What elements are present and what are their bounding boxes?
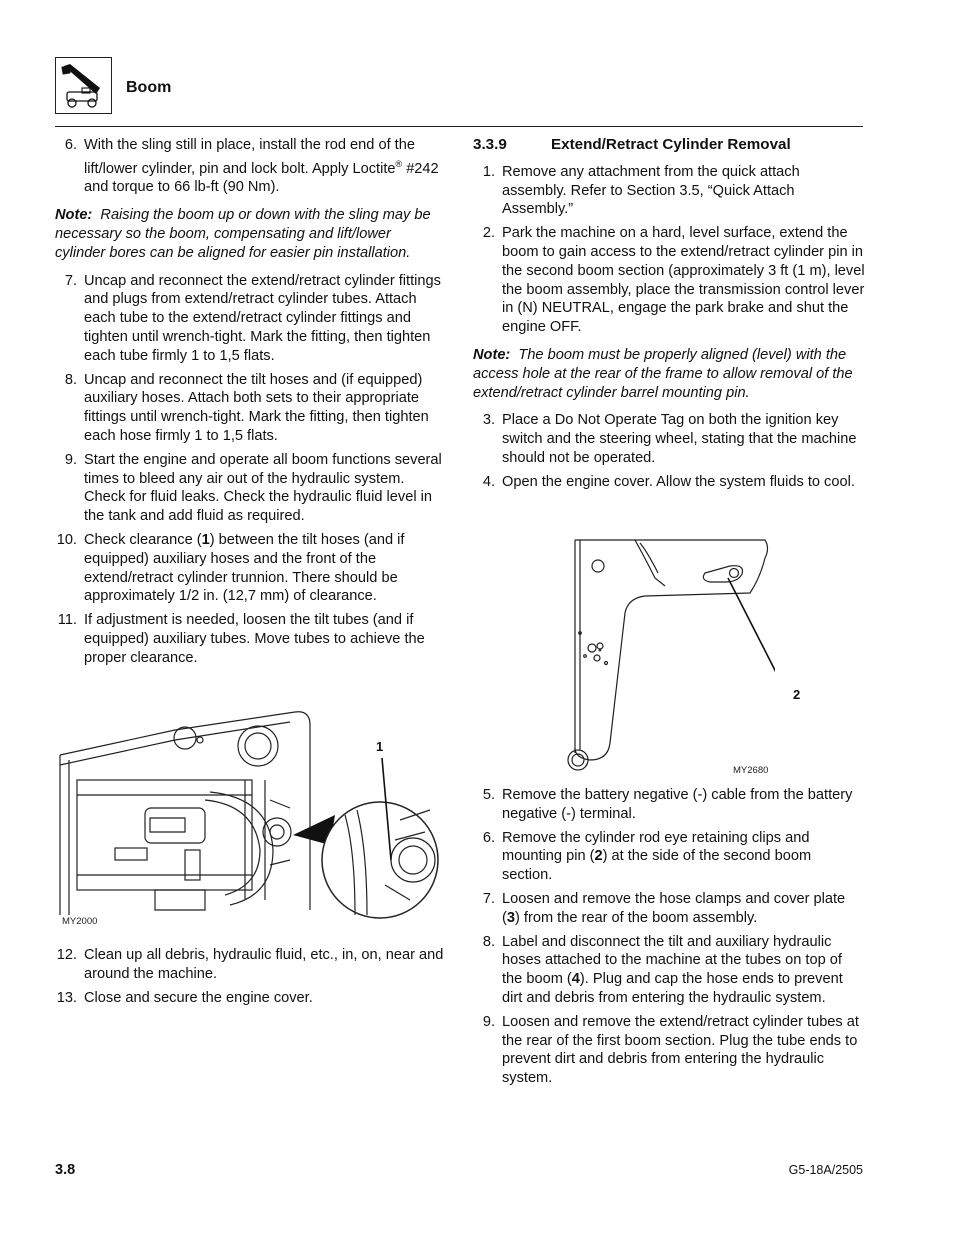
step-10 [55, 531, 445, 606]
step-text: Open the engine cover. Allow the system fluids to cool. [502, 473, 855, 490]
step-text: Remove any attachment from the quick attach assembly. Refer to Section 3.5, “Quick Attach Assembly.” [502, 163, 800, 218]
step-12 [55, 946, 445, 984]
step-number: 9. [64, 451, 77, 468]
step-text: Park the machine on a hard, level surface, extend the boom to gain access to the extend/retract cylinder pin in the second boom section (approximately 3 ft (1 m), level the boom assembly, place the transmission control lever in (N) NEUTRAL, engage the park brake and shut the engine OFF. [502, 225, 865, 336]
step-text-cont: #242 and torque to 66 lb-ft (90 Nm). [84, 160, 439, 196]
right-column [473, 136, 865, 497]
step-6 [473, 829, 865, 885]
step-8 [473, 933, 865, 1008]
header-divider [55, 126, 863, 127]
step-9 [473, 1013, 865, 1088]
step-number: 3. [482, 412, 495, 429]
step-number: 10. [56, 532, 77, 548]
section-number: 3.3.9 [473, 136, 507, 153]
step-text: Uncap and reconnect the extend/retract cylinder fittings and plugs from extend/retract cylinder tubes. Attach each tube to the extend/retract cylinder fittings and tighten until wrench-tight. Mark the fitting, then tighten each tube firmly 1 to 1,5 flats. [84, 272, 441, 364]
step-3 [473, 411, 865, 467]
left-column [55, 136, 445, 673]
registered-mark: ® [395, 158, 403, 169]
step-7 [473, 890, 865, 928]
step-4 [473, 473, 865, 492]
step-text-cont: ) at the side of the second boom section. [502, 848, 812, 884]
step-number: 2. [482, 225, 495, 242]
step-number: 4. [482, 473, 495, 490]
step-text-cont: ) between the tilt hoses (and if equipped) auxiliary hoses and the front of the extend/retract cylinder trunnion. There should be approximately 1/2 in. (12,7 mm) of clearance. [84, 532, 405, 605]
step-text: Start the engine and operate all boom functions several times to bleed any air out of the hydraulic system. Check for fluid leaks. Check the hydraulic fluid level in the tank and add fluid as required. [84, 451, 442, 525]
document-code: G5-18A/2505 [788, 1163, 863, 1177]
step-text: If adjustment is needed, loosen the tilt tubes (and if equipped) auxiliary tubes. Move tubes to achieve the proper clearance. [84, 612, 425, 666]
callout-ref: 1 [201, 532, 210, 548]
step-number: 6. [482, 829, 495, 846]
step-number: 11. [57, 612, 77, 629]
step-number: 13. [56, 989, 77, 1006]
page-number: 3.8 [55, 1162, 76, 1178]
note-boom-alignment [473, 346, 865, 402]
step-9 [55, 451, 445, 526]
section-title: Extend/Retract Cylinder Removal [551, 136, 791, 153]
step-number: 7. [482, 890, 495, 907]
step-8 [55, 371, 445, 446]
boom-side-illustration [560, 538, 775, 773]
step-number: 7. [64, 272, 77, 289]
figure-boom-mounting-pin [560, 538, 801, 776]
boom-trunnion-illustration [55, 700, 445, 932]
step-text: Label and disconnect the tilt and auxiliary hydraulic hoses attached to the machine at the tubes on top of the boom ( [502, 933, 842, 988]
step-number: 8. [482, 933, 495, 950]
figure-code-my2000: MY2000 [62, 916, 98, 927]
step-2 [473, 224, 865, 337]
figure-tilt-hose-clearance [55, 700, 445, 932]
boom-section-icon [55, 57, 112, 114]
step-text-cont: ) from the rear of the boom assembly. [515, 909, 758, 926]
step-text: With the sling still in place, install the rod end of the lift/lower cylinder, pin and lock bolt. Apply Loctite [84, 137, 415, 177]
callout-leader-line [728, 578, 775, 688]
step-text: Loosen and remove the extend/retract cylinder tubes at the rear of the first boom section. Plug the tube ends to prevent dirt and debris from entering the hydraulic system. [502, 1013, 859, 1087]
callout-ref: 2 [594, 848, 603, 865]
right-column-lower [473, 786, 865, 1093]
step-number: 12. [56, 947, 77, 963]
callout-2: 2 [793, 687, 801, 702]
step-text: Remove the cylinder rod eye retaining clips and mounting pin ( [502, 829, 810, 865]
step-5 [473, 786, 865, 824]
detail-magnifier-circle [322, 802, 438, 918]
note-text: Raising the boom up or down with the sling may be necessary so the boom, compensating and lift/lower cylinder bores can be aligned for easier pin installation. [55, 207, 431, 261]
step-11 [55, 611, 445, 667]
step-13 [55, 989, 445, 1008]
note-text: The boom must be properly aligned (level) with the access hole at the rear of the frame to allow removal of the extend/retract cylinder barrel mounting pin. [473, 346, 853, 401]
step-text: Place a Do Not Operate Tag on both the ignition key switch and the steering wheel, stating that the machine should not be operated. [502, 412, 857, 466]
step-text: Check clearance ( [84, 532, 202, 548]
left-column-lower [55, 946, 445, 1012]
step-text: Clean up all debris, hydraulic fluid, etc., in, on, near and around the machine. [84, 947, 444, 982]
step-text: Uncap and reconnect the tilt hoses and (if equipped) auxiliary hoses. Attach both sets to their appropriate fittings until wrench-tight. Mark the fitting, then tighten each hose firmly 1 to 1,5 flats. [84, 371, 429, 445]
step-7 [55, 272, 445, 366]
step-number: 9. [482, 1013, 495, 1030]
step-6 [55, 136, 445, 197]
callout-ref: 4 [571, 971, 580, 988]
step-text: Close and secure the engine cover. [84, 989, 313, 1006]
step-text: Loosen and remove the hose clamps and cover plate ( [502, 890, 846, 926]
step-number: 6. [64, 137, 77, 153]
step-1 [473, 163, 865, 219]
step-number: 8. [64, 371, 77, 388]
callout-1: 1 [376, 739, 384, 754]
page-header-title: Boom [126, 79, 172, 96]
step-text: Remove the battery negative (-) cable from the battery negative (-) terminal. [502, 787, 853, 822]
section-heading [473, 136, 865, 155]
note-label: Note: [473, 346, 511, 363]
step-number: 5. [482, 787, 495, 803]
callout-ref: 3 [506, 909, 515, 926]
telehandler-boom-icon [56, 58, 110, 112]
step-number: 1. [482, 163, 495, 180]
figure-code-my2680: MY2680 [733, 765, 769, 776]
step-text-cont: ). Plug and cap the hose ends to prevent dirt and debris from entering the hydraulic system. [502, 971, 843, 1006]
note-label: Note: [55, 207, 93, 224]
note-boom-sling [55, 206, 445, 262]
